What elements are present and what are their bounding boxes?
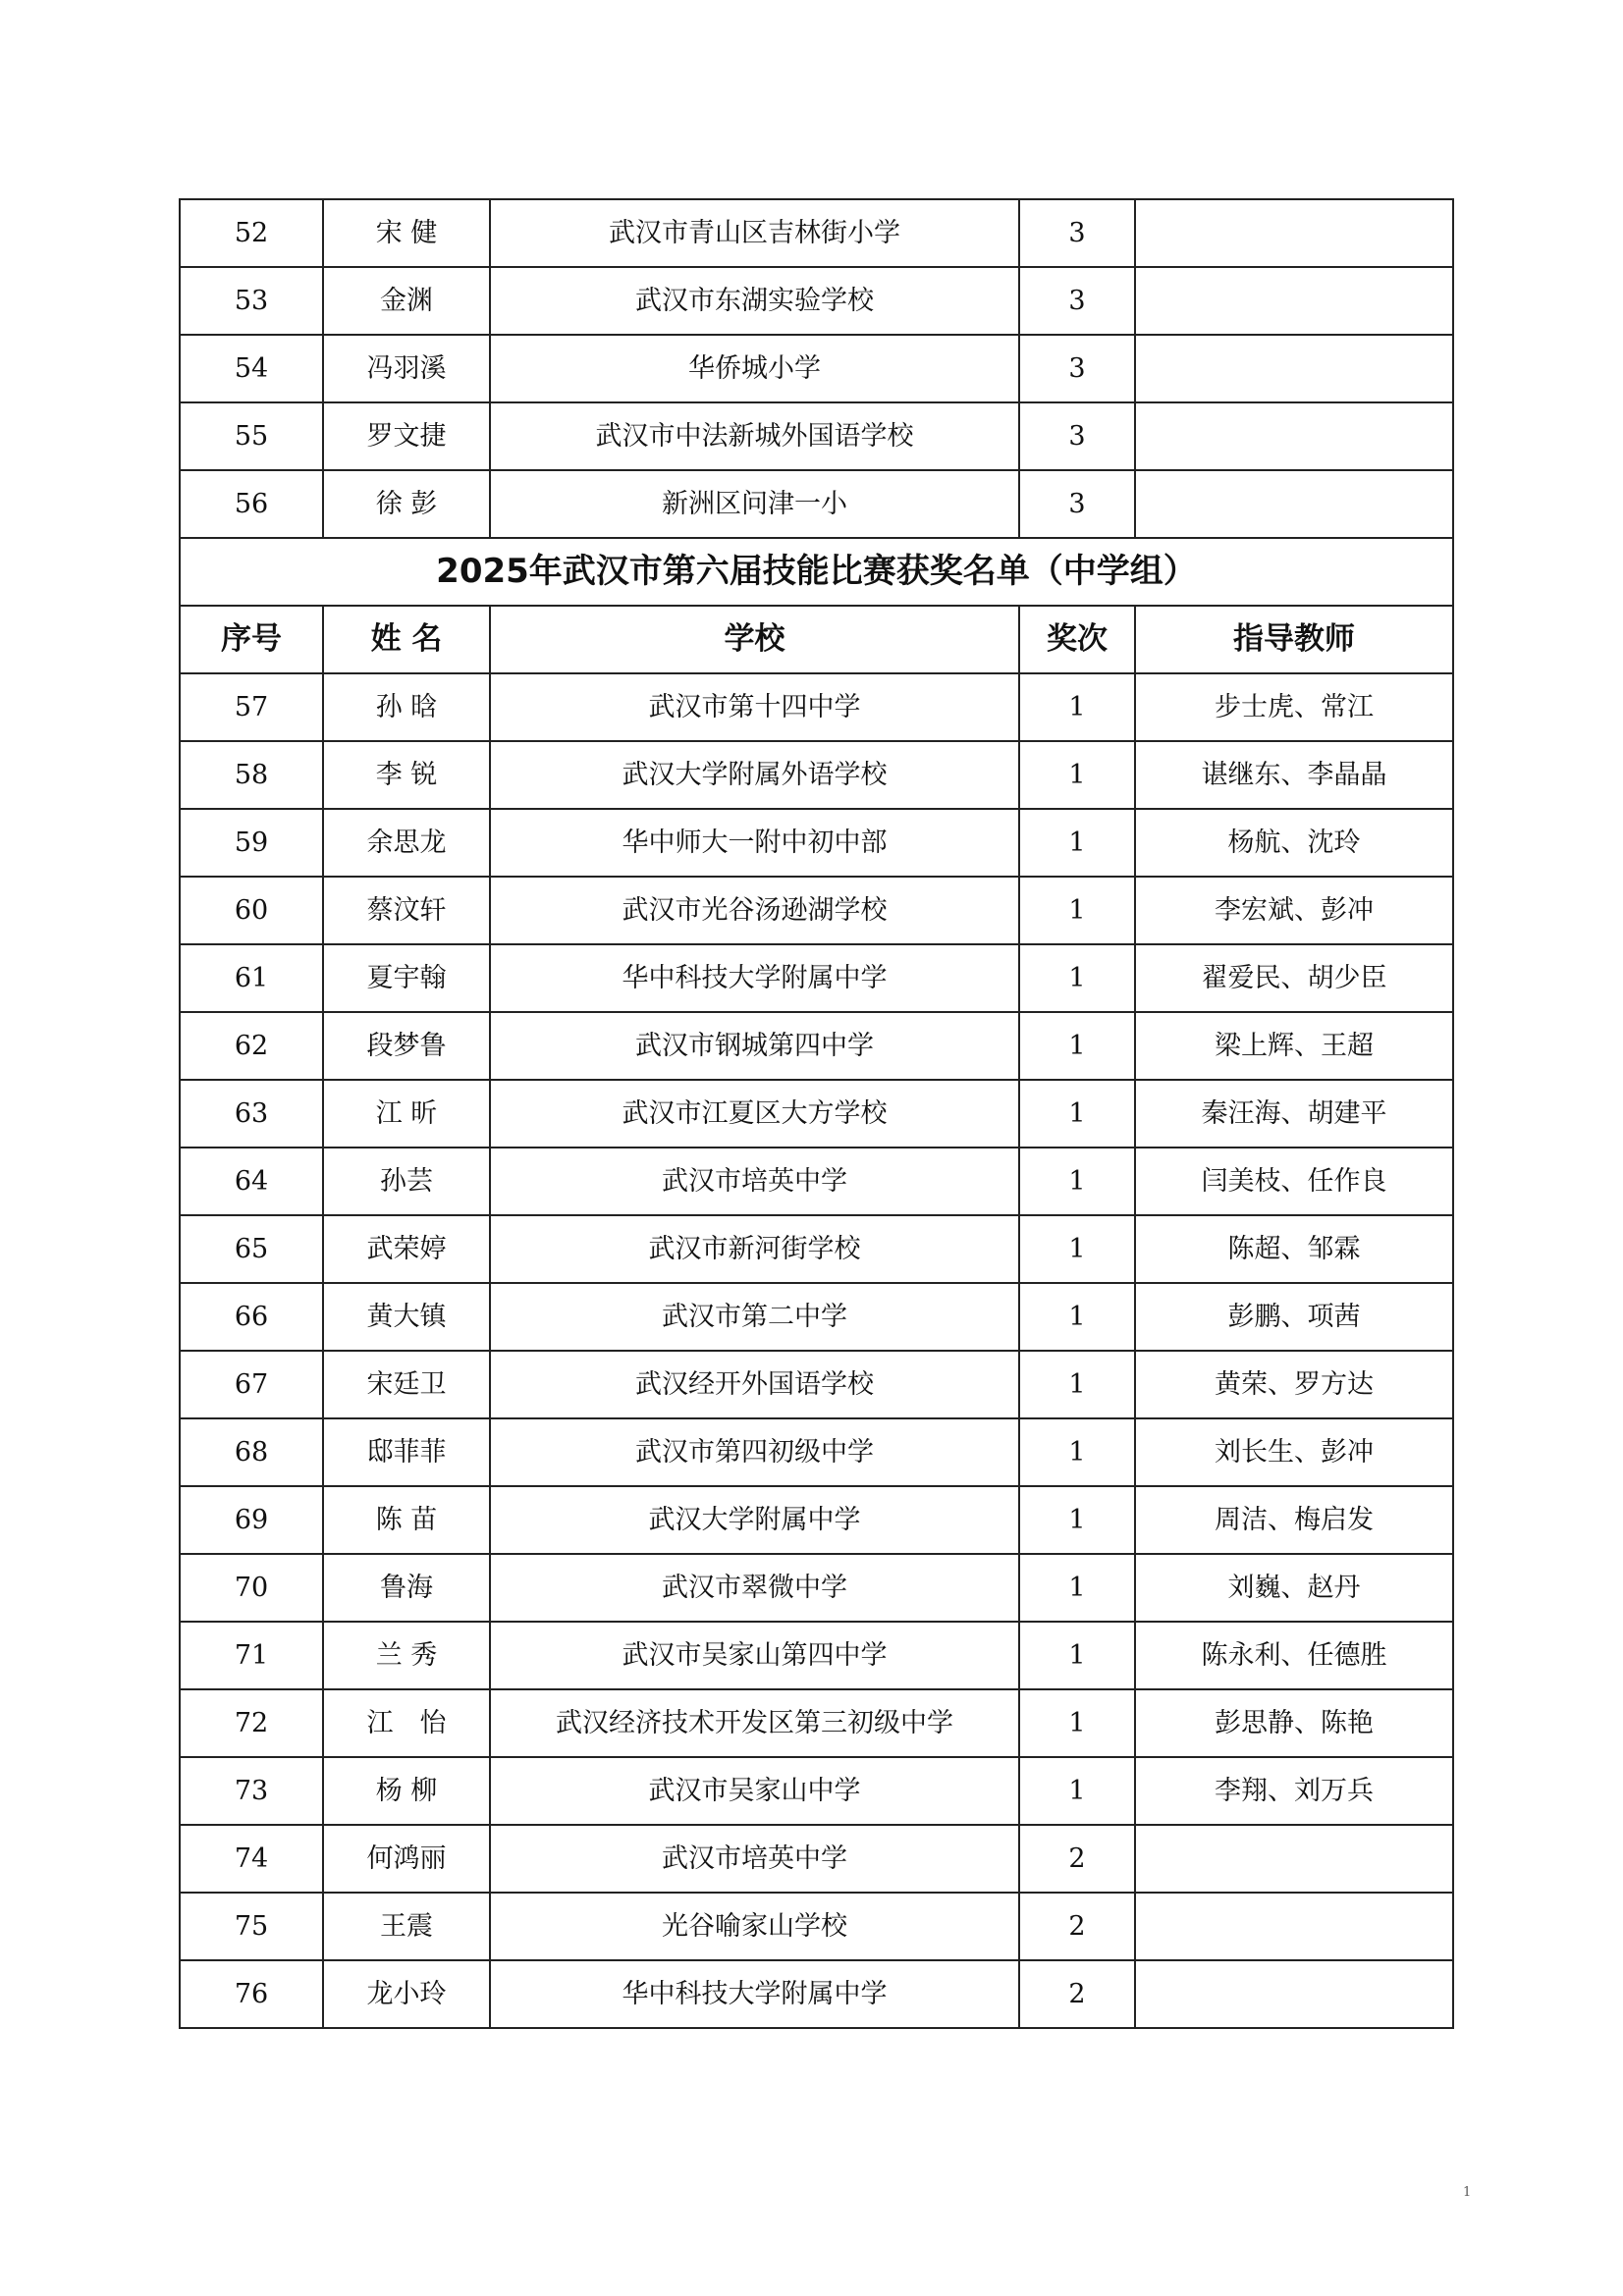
cell-school: 武汉市新河街学校 <box>490 1215 1019 1283</box>
cell-school: 华中科技大学附属中学 <box>490 1960 1019 2028</box>
cell-award: 3 <box>1019 199 1135 267</box>
cell-name: 孙 晗 <box>323 673 490 741</box>
cell-award: 1 <box>1019 1283 1135 1351</box>
table-row <box>180 470 1453 538</box>
cell-award: 3 <box>1019 267 1135 335</box>
cell-teacher: 彭思静、陈艳 <box>1135 1689 1453 1757</box>
cell-name: 余思龙 <box>323 809 490 877</box>
cell-teacher <box>1135 402 1453 470</box>
cell-award: 1 <box>1019 1351 1135 1418</box>
cell-school: 光谷喻家山学校 <box>490 1893 1019 1960</box>
table-row <box>180 267 1453 335</box>
header-name: 姓 名 <box>323 606 490 673</box>
header-teacher: 指导教师 <box>1135 606 1453 673</box>
cell-school: 武汉大学附属中学 <box>490 1486 1019 1554</box>
cell-award: 1 <box>1019 741 1135 809</box>
cell-award: 1 <box>1019 1215 1135 1283</box>
cell-teacher <box>1135 335 1453 402</box>
cell-school: 武汉市第十四中学 <box>490 673 1019 741</box>
cell-no: 66 <box>180 1283 323 1351</box>
table-row <box>180 335 1453 402</box>
cell-no: 53 <box>180 267 323 335</box>
cell-teacher: 梁上辉、王超 <box>1135 1012 1453 1080</box>
table-row <box>180 741 1453 809</box>
cell-no: 55 <box>180 402 323 470</box>
cell-school: 武汉市东湖实验学校 <box>490 267 1019 335</box>
cell-name: 龙小玲 <box>323 1960 490 2028</box>
cell-no: 67 <box>180 1351 323 1418</box>
table-row <box>180 809 1453 877</box>
cell-teacher: 李翔、刘万兵 <box>1135 1757 1453 1825</box>
cell-name: 李 锐 <box>323 741 490 809</box>
cell-no: 71 <box>180 1622 323 1689</box>
cell-no: 58 <box>180 741 323 809</box>
table-row <box>180 1893 1453 1960</box>
cell-no: 73 <box>180 1757 323 1825</box>
cell-award: 1 <box>1019 673 1135 741</box>
cell-name: 陈 苗 <box>323 1486 490 1554</box>
table-row <box>180 1283 1453 1351</box>
cell-award: 2 <box>1019 1825 1135 1893</box>
table-row <box>180 1622 1453 1689</box>
cell-name: 孙芸 <box>323 1148 490 1215</box>
cell-name: 杨 柳 <box>323 1757 490 1825</box>
cell-name: 邸菲菲 <box>323 1418 490 1486</box>
section-title-row <box>180 538 1453 606</box>
cell-award: 1 <box>1019 1418 1135 1486</box>
middle-school-section-heading <box>180 538 1453 673</box>
cell-award: 1 <box>1019 1689 1135 1757</box>
cell-school: 武汉市吴家山中学 <box>490 1757 1019 1825</box>
table-row <box>180 1486 1453 1554</box>
cell-award: 3 <box>1019 335 1135 402</box>
award-table <box>179 198 1454 2029</box>
cell-name: 宋廷卫 <box>323 1351 490 1418</box>
cell-teacher: 闫美枝、任作良 <box>1135 1148 1453 1215</box>
cell-no: 64 <box>180 1148 323 1215</box>
header-no: 序号 <box>180 606 323 673</box>
cell-school: 武汉大学附属外语学校 <box>490 741 1019 809</box>
cell-teacher: 陈永利、任德胜 <box>1135 1622 1453 1689</box>
cell-name: 夏宇翰 <box>323 944 490 1012</box>
cell-school: 新洲区问津一小 <box>490 470 1019 538</box>
cell-teacher: 秦汪海、胡建平 <box>1135 1080 1453 1148</box>
page-number: 1 <box>1463 2185 1472 2200</box>
cell-teacher: 刘巍、赵丹 <box>1135 1554 1453 1622</box>
cell-award: 1 <box>1019 877 1135 944</box>
section-title: 2025年武汉市第六届技能比赛获奖名单（中学组） <box>180 538 1453 606</box>
cell-award: 3 <box>1019 402 1135 470</box>
cell-name: 江 怡 <box>323 1689 490 1757</box>
cell-no: 62 <box>180 1012 323 1080</box>
cell-teacher <box>1135 470 1453 538</box>
cell-teacher: 李宏斌、彭冲 <box>1135 877 1453 944</box>
cell-name: 罗文捷 <box>323 402 490 470</box>
cell-name: 徐 彭 <box>323 470 490 538</box>
cell-school: 武汉市钢城第四中学 <box>490 1012 1019 1080</box>
cell-school: 武汉市翠微中学 <box>490 1554 1019 1622</box>
middle-school-rows <box>180 673 1453 2028</box>
table-row <box>180 877 1453 944</box>
cell-name: 蔡汶轩 <box>323 877 490 944</box>
cell-name: 黄大镇 <box>323 1283 490 1351</box>
cell-no: 70 <box>180 1554 323 1622</box>
cell-no: 74 <box>180 1825 323 1893</box>
cell-name: 何鸿丽 <box>323 1825 490 1893</box>
table-row <box>180 1689 1453 1757</box>
table-row <box>180 1418 1453 1486</box>
cell-award: 3 <box>1019 470 1135 538</box>
table-row <box>180 1080 1453 1148</box>
cell-award: 1 <box>1019 1757 1135 1825</box>
cell-no: 52 <box>180 199 323 267</box>
cell-no: 75 <box>180 1893 323 1960</box>
cell-teacher <box>1135 1893 1453 1960</box>
table-header-row <box>180 606 1453 673</box>
cell-no: 60 <box>180 877 323 944</box>
cell-teacher <box>1135 199 1453 267</box>
cell-teacher: 彭鹏、项茜 <box>1135 1283 1453 1351</box>
table-row <box>180 199 1453 267</box>
cell-teacher: 翟爱民、胡少臣 <box>1135 944 1453 1012</box>
cell-teacher: 步士虎、常江 <box>1135 673 1453 741</box>
header-award: 奖次 <box>1019 606 1135 673</box>
cell-name: 武荣婷 <box>323 1215 490 1283</box>
cell-no: 65 <box>180 1215 323 1283</box>
cell-teacher: 周洁、梅启发 <box>1135 1486 1453 1554</box>
cell-school: 武汉市青山区吉林街小学 <box>490 199 1019 267</box>
cell-no: 68 <box>180 1418 323 1486</box>
cell-teacher: 陈超、邹霖 <box>1135 1215 1453 1283</box>
cell-no: 54 <box>180 335 323 402</box>
table-row <box>180 1148 1453 1215</box>
cell-award: 1 <box>1019 809 1135 877</box>
cell-no: 69 <box>180 1486 323 1554</box>
table-row <box>180 1554 1453 1622</box>
cell-teacher: 黄荣、罗方达 <box>1135 1351 1453 1418</box>
cell-name: 金渊 <box>323 267 490 335</box>
table-row <box>180 1757 1453 1825</box>
cell-award: 2 <box>1019 1960 1135 2028</box>
cell-school: 华侨城小学 <box>490 335 1019 402</box>
cell-school: 武汉市第四初级中学 <box>490 1418 1019 1486</box>
cell-school: 武汉市培英中学 <box>490 1825 1019 1893</box>
primary-group-continued-rows <box>180 199 1453 538</box>
cell-school: 武汉市吴家山第四中学 <box>490 1622 1019 1689</box>
cell-award: 1 <box>1019 944 1135 1012</box>
cell-name: 兰 秀 <box>323 1622 490 1689</box>
cell-teacher: 刘长生、彭冲 <box>1135 1418 1453 1486</box>
cell-school: 华中科技大学附属中学 <box>490 944 1019 1012</box>
table-row <box>180 1825 1453 1893</box>
cell-school: 武汉市光谷汤逊湖学校 <box>490 877 1019 944</box>
cell-school: 武汉市培英中学 <box>490 1148 1019 1215</box>
cell-school: 武汉经开外国语学校 <box>490 1351 1019 1418</box>
table-row <box>180 1351 1453 1418</box>
cell-teacher: 谌继东、李晶晶 <box>1135 741 1453 809</box>
table-row <box>180 1960 1453 2028</box>
cell-name: 鲁海 <box>323 1554 490 1622</box>
cell-school: 武汉市中法新城外国语学校 <box>490 402 1019 470</box>
cell-no: 59 <box>180 809 323 877</box>
header-school: 学校 <box>490 606 1019 673</box>
cell-teacher: 杨航、沈玲 <box>1135 809 1453 877</box>
cell-award: 1 <box>1019 1554 1135 1622</box>
cell-name: 段梦鲁 <box>323 1012 490 1080</box>
cell-name: 王震 <box>323 1893 490 1960</box>
cell-award: 1 <box>1019 1148 1135 1215</box>
cell-award: 2 <box>1019 1893 1135 1960</box>
cell-no: 76 <box>180 1960 323 2028</box>
cell-teacher <box>1135 1825 1453 1893</box>
cell-award: 1 <box>1019 1486 1135 1554</box>
cell-name: 冯羽溪 <box>323 335 490 402</box>
table-row <box>180 944 1453 1012</box>
cell-school: 华中师大一附中初中部 <box>490 809 1019 877</box>
cell-award: 1 <box>1019 1080 1135 1148</box>
cell-award: 1 <box>1019 1622 1135 1689</box>
table-row <box>180 1012 1453 1080</box>
cell-award: 1 <box>1019 1012 1135 1080</box>
cell-school: 武汉市第二中学 <box>490 1283 1019 1351</box>
table-row <box>180 673 1453 741</box>
cell-no: 72 <box>180 1689 323 1757</box>
cell-no: 61 <box>180 944 323 1012</box>
cell-teacher <box>1135 267 1453 335</box>
cell-school: 武汉市江夏区大方学校 <box>490 1080 1019 1148</box>
cell-school: 武汉经济技术开发区第三初级中学 <box>490 1689 1019 1757</box>
cell-no: 57 <box>180 673 323 741</box>
cell-name: 宋 健 <box>323 199 490 267</box>
cell-no: 56 <box>180 470 323 538</box>
table-row <box>180 1215 1453 1283</box>
cell-teacher <box>1135 1960 1453 2028</box>
table-row <box>180 402 1453 470</box>
cell-no: 63 <box>180 1080 323 1148</box>
cell-name: 江 昕 <box>323 1080 490 1148</box>
